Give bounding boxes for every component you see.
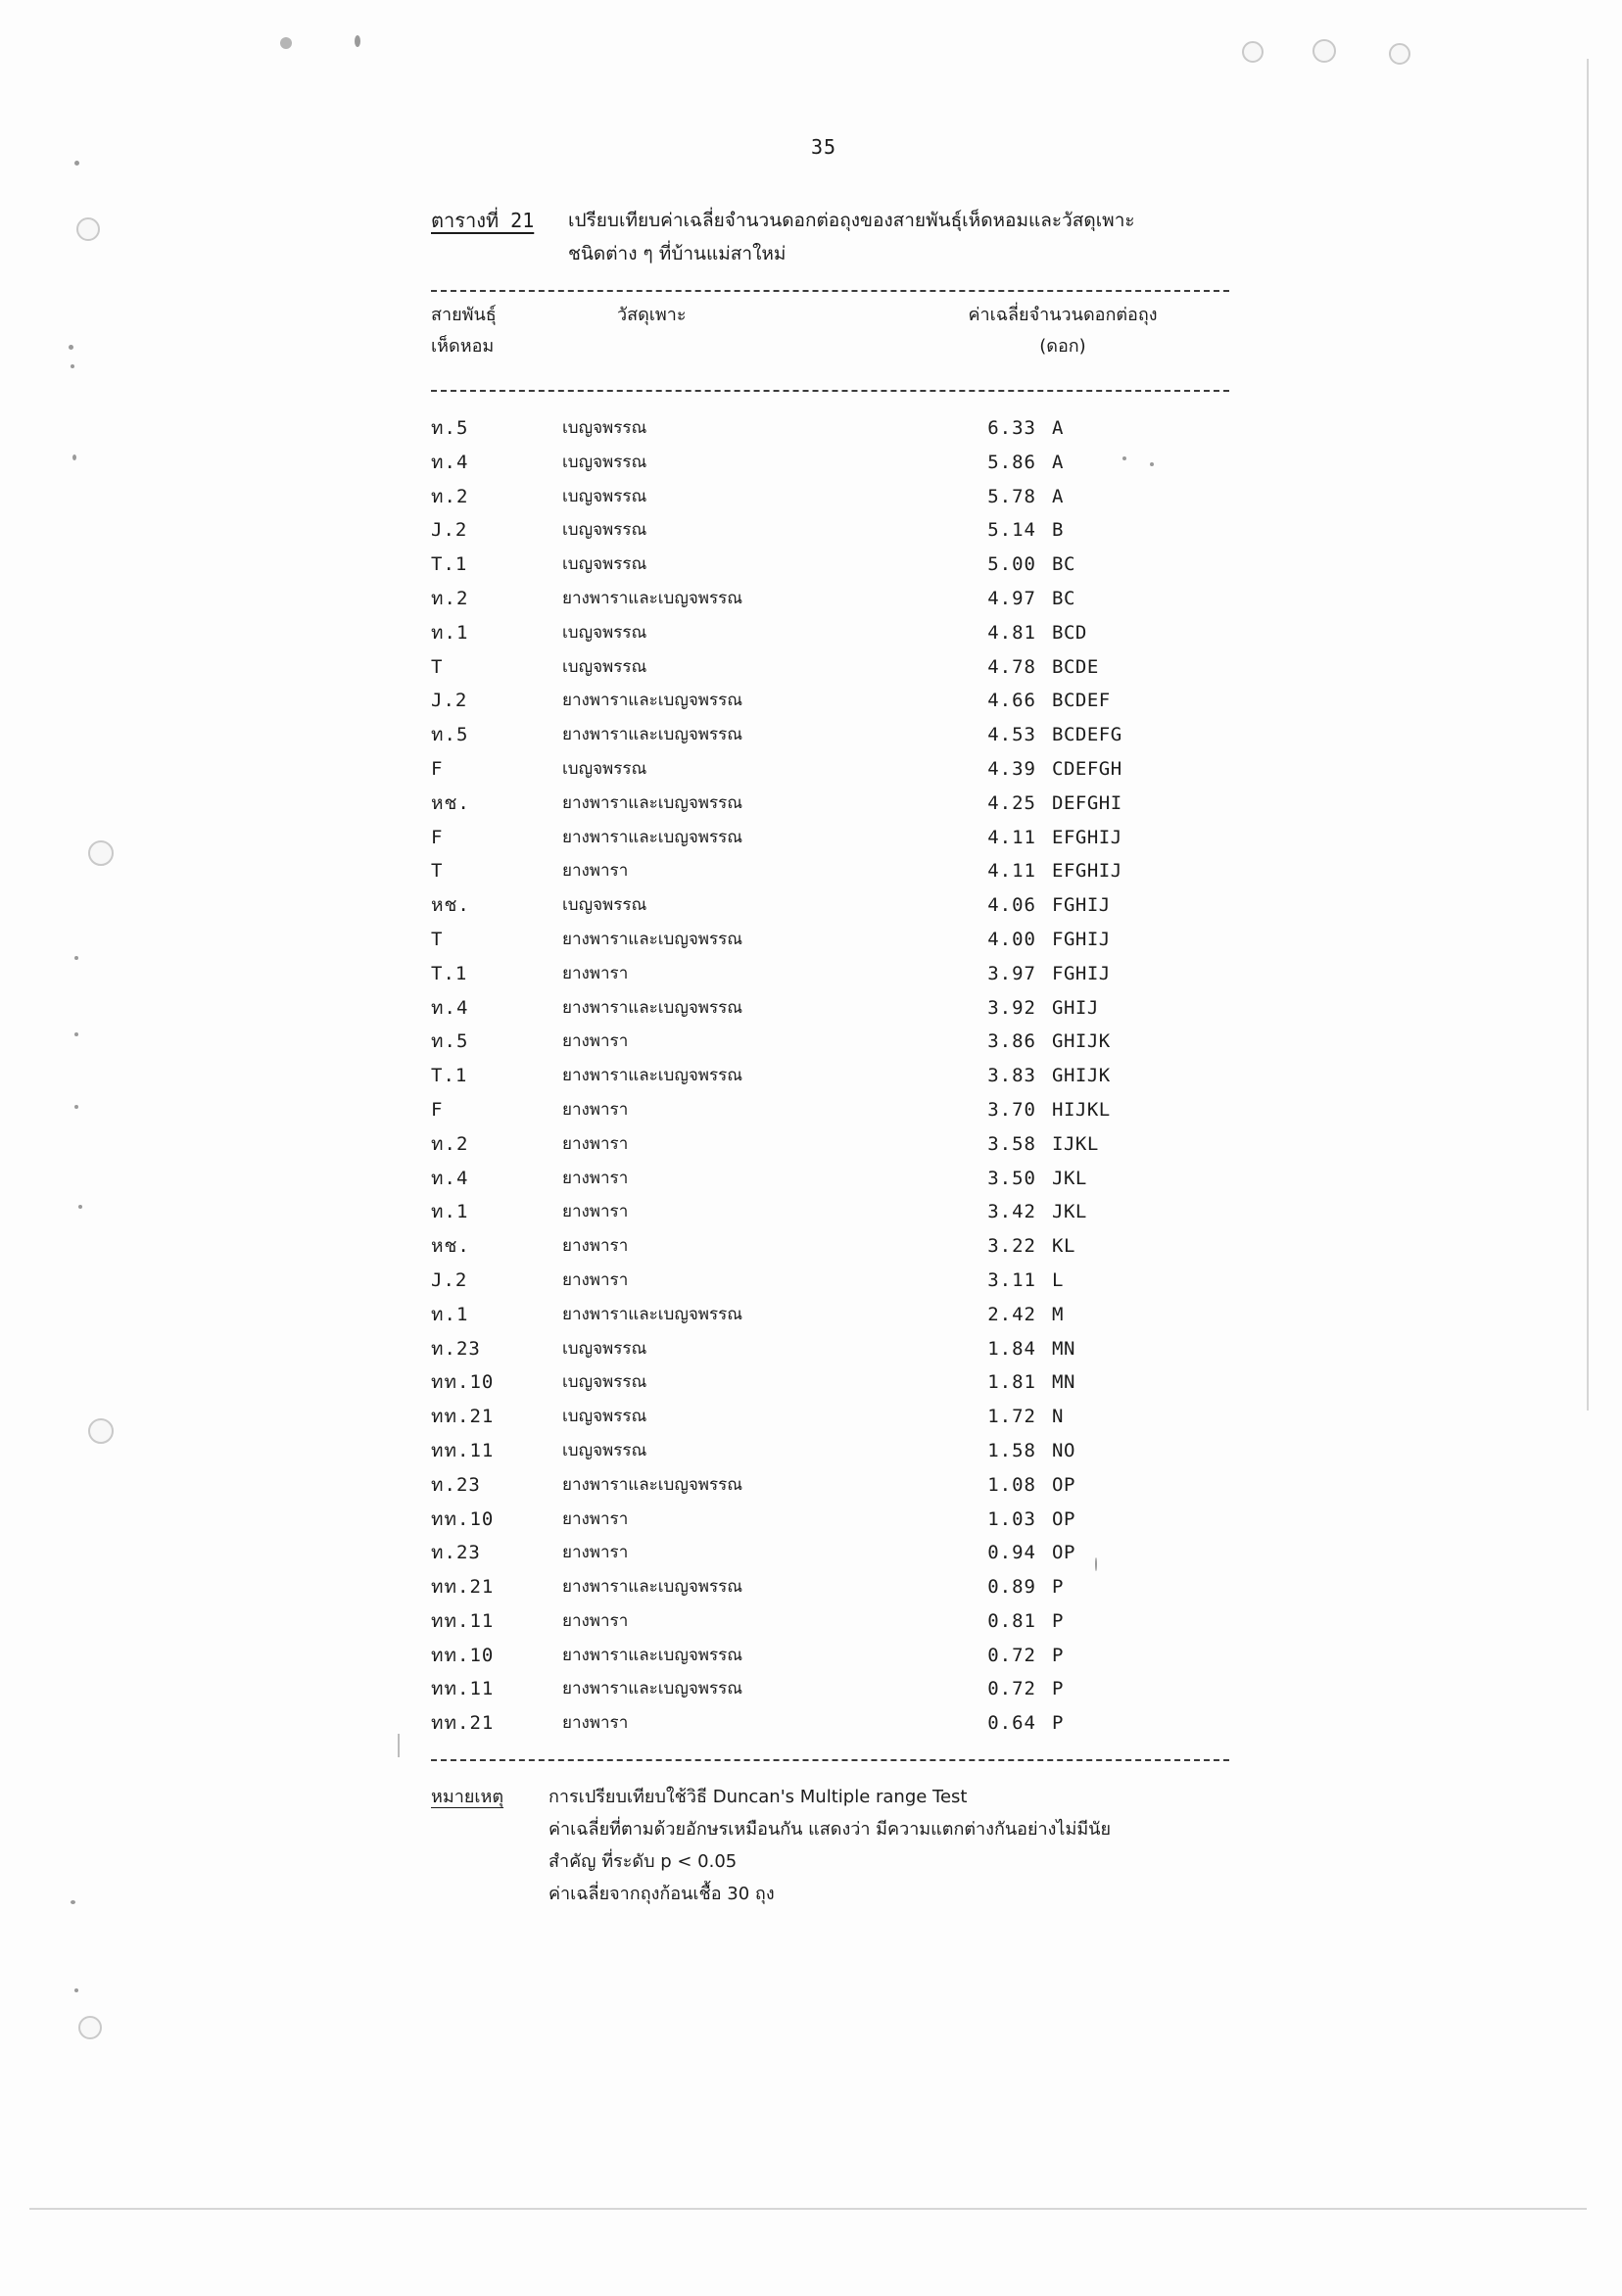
cell-mean: 3.83 <box>987 1065 1036 1087</box>
cell-mean: 1.81 <box>987 1371 1036 1394</box>
cell-mean: 3.11 <box>987 1268 1036 1291</box>
cell-group: GHIJ <box>1052 996 1099 1019</box>
table-header <box>431 300 1229 368</box>
cell-strain: T.1 <box>431 553 468 576</box>
table-row <box>431 1332 1229 1366</box>
cell-substrate: ยางพาราและเบญจพรรณ <box>562 1474 743 1495</box>
punch-hole-mark <box>76 217 100 241</box>
cell-group: L <box>1052 1268 1064 1291</box>
cell-mean: 3.86 <box>987 1030 1036 1053</box>
page-number: 35 <box>811 135 837 159</box>
cell-strain: ท.1 <box>431 621 469 644</box>
cell-substrate: ยางพาราและเบญจพรรณ <box>562 827 743 847</box>
cell-group: BCDEFG <box>1052 724 1122 746</box>
scan-speck <box>74 1032 78 1036</box>
table-row <box>431 718 1229 752</box>
cell-strain: ทท.21 <box>431 1576 495 1599</box>
cell-group: P <box>1052 1712 1064 1735</box>
cell-substrate: ยางพารา <box>562 963 629 983</box>
header-strain-line: เห็ดหอม <box>431 336 495 357</box>
cell-strain: ท.1 <box>431 1201 469 1223</box>
cell-mean: 0.81 <box>987 1609 1036 1632</box>
cell-group: EFGHIJ <box>1052 860 1122 883</box>
table-row <box>431 650 1229 685</box>
table-row <box>431 1365 1229 1400</box>
cell-group: MN <box>1052 1371 1075 1394</box>
punch-hole-mark <box>1312 39 1336 63</box>
table-row <box>431 1195 1229 1229</box>
table-label: ตารางที่ 21 <box>431 209 535 232</box>
table-body <box>431 411 1229 1741</box>
cell-group: P <box>1052 1609 1064 1632</box>
cell-strain: T.1 <box>431 962 468 984</box>
scan-speck <box>74 1988 78 1992</box>
cell-group: JKL <box>1052 1167 1087 1189</box>
cell-mean: 2.42 <box>987 1303 1036 1325</box>
table-row <box>431 888 1229 923</box>
scan-speck <box>71 364 74 368</box>
cell-substrate: ยางพารา <box>562 1610 629 1631</box>
scan-speck <box>74 956 78 960</box>
cell-group: FGHIJ <box>1052 962 1111 984</box>
scan-edge-line <box>1587 59 1589 1411</box>
table-row <box>431 582 1229 616</box>
table-row <box>431 1229 1229 1264</box>
table-title-line: ชนิดต่าง ๆ ที่บ้านแม่สาใหม่ <box>568 243 787 264</box>
cell-strain: ท.5 <box>431 417 469 439</box>
cell-mean: 4.81 <box>987 621 1036 644</box>
cell-strain: ทท.10 <box>431 1507 495 1530</box>
cell-mean: 4.25 <box>987 791 1036 814</box>
header-mean <box>896 300 1229 362</box>
table-row <box>431 1468 1229 1503</box>
scan-speck <box>74 161 79 166</box>
cell-group: BCD <box>1052 621 1087 644</box>
table-bottom-rule <box>431 1759 1229 1761</box>
cell-group: EFGHIJ <box>1052 826 1122 848</box>
scan-speck <box>72 454 76 460</box>
cell-mean: 5.78 <box>987 485 1036 507</box>
cell-group: A <box>1052 451 1064 473</box>
cell-strain: J.2 <box>431 1268 468 1291</box>
table-row <box>431 957 1229 991</box>
cell-substrate: ยางพาราและเบญจพรรณ <box>562 929 743 949</box>
header-substrate-label: วัสดุเพาะ <box>617 305 687 325</box>
cell-substrate: เบญจพรรณ <box>562 486 647 506</box>
cell-mean: 1.58 <box>987 1439 1036 1461</box>
cell-strain: T <box>431 928 444 950</box>
cell-strain: F <box>431 757 444 780</box>
header-strain <box>431 300 539 362</box>
cell-strain: ท.4 <box>431 996 469 1019</box>
cell-mean: 0.94 <box>987 1542 1036 1564</box>
cell-substrate: ยางพารา <box>562 861 629 882</box>
cell-strain: ทท.21 <box>431 1406 495 1428</box>
cell-strain: ท.4 <box>431 1167 469 1189</box>
cell-substrate: ยางพารา <box>562 1168 629 1188</box>
cell-strain: ท.23 <box>431 1337 481 1360</box>
scan-edge-line <box>398 1734 400 1757</box>
cell-substrate: เบญจพรรณ <box>562 1372 647 1393</box>
cell-mean: 5.14 <box>987 519 1036 542</box>
table-row <box>431 1400 1229 1434</box>
cell-mean: 5.00 <box>987 553 1036 576</box>
scan-speck <box>69 345 73 350</box>
cell-mean: 0.72 <box>987 1644 1036 1666</box>
table-row <box>431 1503 1229 1537</box>
cell-strain: หช. <box>431 791 470 814</box>
cell-mean: 4.97 <box>987 587 1036 609</box>
cell-mean: 3.50 <box>987 1167 1036 1189</box>
cell-mean: 4.11 <box>987 860 1036 883</box>
table-row <box>431 1298 1229 1332</box>
table-title-line: เปรียบเทียบค่าเฉลี่ยจำนวนดอกต่อถุงของสายพันธุ์เห็ดหอมและวัสดุเพาะ <box>568 210 1135 231</box>
cell-group: GHIJK <box>1052 1030 1111 1053</box>
cell-strain: F <box>431 1098 444 1121</box>
cell-strain: ทท.21 <box>431 1712 495 1735</box>
table-row <box>431 513 1229 548</box>
table-row <box>431 1162 1229 1196</box>
cell-substrate: ยางพาราและเบญจพรรณ <box>562 1645 743 1665</box>
cell-substrate: ยางพารา <box>562 1508 629 1529</box>
cell-substrate: ยางพารา <box>562 1236 629 1257</box>
cell-substrate: เบญจพรรณ <box>562 520 647 541</box>
cell-group: JKL <box>1052 1201 1087 1223</box>
cell-mean: 3.22 <box>987 1235 1036 1258</box>
table-row <box>431 854 1229 888</box>
cell-group: NO <box>1052 1439 1075 1461</box>
cell-strain: ท.5 <box>431 1030 469 1053</box>
cell-group: BC <box>1052 587 1075 609</box>
cell-strain: J.2 <box>431 519 468 542</box>
table-row <box>431 1706 1229 1741</box>
cell-strain: หช. <box>431 894 470 917</box>
scan-speck <box>280 37 292 49</box>
cell-strain: ท.23 <box>431 1473 481 1496</box>
note-label: หมายเหตุ <box>431 1787 504 1807</box>
table-row <box>431 923 1229 957</box>
cell-strain: ทท.10 <box>431 1371 495 1394</box>
table-row <box>431 821 1229 855</box>
cell-substrate: เบญจพรรณ <box>562 418 647 438</box>
cell-group: FGHIJ <box>1052 894 1111 917</box>
cell-mean: 0.89 <box>987 1576 1036 1599</box>
scan-speck <box>78 1205 82 1209</box>
scan-speck <box>355 35 360 47</box>
cell-group: IJKL <box>1052 1132 1099 1155</box>
cell-group: KL <box>1052 1235 1075 1258</box>
table-row <box>431 1672 1229 1706</box>
cell-substrate: ยางพาราและเบญจพรรณ <box>562 588 743 608</box>
cell-substrate: เบญจพรรณ <box>562 452 647 472</box>
cell-strain: ท.4 <box>431 451 469 473</box>
cell-strain: ท.2 <box>431 1132 469 1155</box>
cell-mean: 4.53 <box>987 724 1036 746</box>
cell-mean: 3.42 <box>987 1201 1036 1223</box>
cell-strain: F <box>431 826 444 848</box>
cell-mean: 3.58 <box>987 1132 1036 1155</box>
cell-substrate: เบญจพรรณ <box>562 622 647 643</box>
cell-strain: T.1 <box>431 1065 468 1087</box>
cell-strain: ท.23 <box>431 1542 481 1564</box>
cell-group: N <box>1052 1406 1064 1428</box>
table-row <box>431 1059 1229 1093</box>
cell-mean: 4.11 <box>987 826 1036 848</box>
cell-group: M <box>1052 1303 1064 1325</box>
cell-mean: 1.72 <box>987 1406 1036 1428</box>
cell-substrate: ยางพารา <box>562 1202 629 1222</box>
table-row <box>431 548 1229 582</box>
table-row <box>431 1639 1229 1673</box>
cell-mean: 1.08 <box>987 1473 1036 1496</box>
cell-group: OP <box>1052 1542 1075 1564</box>
cell-group: P <box>1052 1644 1064 1666</box>
cell-mean: 5.86 <box>987 451 1036 473</box>
punch-hole-mark <box>78 2016 102 2039</box>
cell-group: BCDE <box>1052 655 1099 678</box>
cell-group: A <box>1052 417 1064 439</box>
cell-mean: 6.33 <box>987 417 1036 439</box>
cell-group: OP <box>1052 1507 1075 1530</box>
cell-substrate: เบญจพรรณ <box>562 656 647 677</box>
cell-mean: 3.92 <box>987 996 1036 1019</box>
cell-substrate: ยางพาราและเบญจพรรณ <box>562 997 743 1018</box>
table-row <box>431 684 1229 718</box>
table-top-rule <box>431 290 1229 292</box>
table-row <box>431 446 1229 480</box>
cell-mean: 4.66 <box>987 690 1036 712</box>
table-row <box>431 480 1229 514</box>
table-row <box>431 1025 1229 1059</box>
cell-group: GHIJK <box>1052 1065 1111 1087</box>
cell-strain: ทท.11 <box>431 1609 495 1632</box>
cell-substrate: ยางพาราและเบญจพรรณ <box>562 1679 743 1699</box>
punch-hole-mark <box>88 1418 114 1444</box>
scan-speck <box>71 1900 75 1904</box>
header-mean-line: (ดอก) <box>1039 336 1086 357</box>
note-line: สำคัญ ที่ระดับ p < 0.05 <box>549 1851 738 1872</box>
table-row <box>431 1434 1229 1468</box>
cell-substrate: ยางพาราและเบญจพรรณ <box>562 1066 743 1086</box>
table-row <box>431 787 1229 821</box>
scan-edge-line <box>29 2208 1587 2210</box>
cell-mean: 3.70 <box>987 1098 1036 1121</box>
cell-substrate: เบญจพรรณ <box>562 1407 647 1427</box>
header-strain-line: สายพันธุ์ <box>431 305 497 325</box>
cell-strain: ท.2 <box>431 485 469 507</box>
cell-strain: T <box>431 655 444 678</box>
punch-hole-mark <box>1242 41 1264 63</box>
cell-mean: 3.97 <box>987 962 1036 984</box>
cell-substrate: เบญจพรรณ <box>562 1440 647 1460</box>
cell-mean: 0.72 <box>987 1678 1036 1700</box>
cell-substrate: ยางพาราและเบญจพรรณ <box>562 1577 743 1598</box>
cell-mean: 4.00 <box>987 928 1036 950</box>
punch-hole-mark <box>1389 43 1410 65</box>
cell-group: CDEFGH <box>1052 757 1122 780</box>
cell-substrate: ยางพาราและเบญจพรรณ <box>562 725 743 745</box>
note-line: ค่าเฉลี่ยที่ตามด้วยอักษรเหมือนกัน แสดงว่า มีความแตกต่างกันอย่างไม่มีนัย <box>549 1819 1112 1840</box>
cell-strain: T <box>431 860 444 883</box>
note-body <box>549 1781 1234 1910</box>
cell-mean: 0.64 <box>987 1712 1036 1735</box>
cell-substrate: ยางพารา <box>562 1099 629 1120</box>
cell-group: FGHIJ <box>1052 928 1111 950</box>
table-row <box>431 411 1229 446</box>
header-substrate <box>617 300 813 331</box>
scan-speck <box>74 1105 78 1109</box>
cell-group: B <box>1052 519 1064 542</box>
cell-mean: 4.78 <box>987 655 1036 678</box>
cell-strain: หช. <box>431 1235 470 1258</box>
cell-group: A <box>1052 485 1064 507</box>
cell-strain: ท.5 <box>431 724 469 746</box>
note-line: การเปรียบเทียบใช้วิธี Duncan's Multiple range Test <box>549 1787 968 1807</box>
cell-substrate: เบญจพรรณ <box>562 554 647 575</box>
table-row <box>431 1570 1229 1604</box>
cell-mean: 4.06 <box>987 894 1036 917</box>
cell-substrate: เบญจพรรณ <box>562 1338 647 1359</box>
cell-substrate: ยางพารา <box>562 1543 629 1563</box>
cell-substrate: ยางพารา <box>562 1031 629 1052</box>
table-row <box>431 616 1229 650</box>
note-line: ค่าเฉลี่ยจากถุงก้อนเชื้อ 30 ถุง <box>549 1884 775 1904</box>
header-mean-line: ค่าเฉลี่ยจำนวนดอกต่อถุง <box>968 305 1158 325</box>
table-row <box>431 1264 1229 1298</box>
table-header-rule <box>431 390 1229 392</box>
cell-substrate: ยางพาราและเบญจพรรณ <box>562 792 743 813</box>
cell-strain: ทท.11 <box>431 1439 495 1461</box>
table-title <box>568 204 1234 270</box>
cell-substrate: ยางพาราและเบญจพรรณ <box>562 1304 743 1324</box>
table-row <box>431 1604 1229 1639</box>
cell-strain: ท.1 <box>431 1303 469 1325</box>
cell-group: OP <box>1052 1473 1075 1496</box>
cell-strain: ทท.11 <box>431 1678 495 1700</box>
cell-mean: 4.39 <box>987 757 1036 780</box>
cell-substrate: เบญจพรรณ <box>562 895 647 916</box>
cell-substrate: ยางพารา <box>562 1133 629 1154</box>
cell-substrate: ยางพาราและเบญจพรรณ <box>562 691 743 711</box>
cell-strain: ท.2 <box>431 587 469 609</box>
table-row <box>431 1127 1229 1162</box>
cell-strain: ทท.10 <box>431 1644 495 1666</box>
table-row <box>431 752 1229 787</box>
table-row <box>431 991 1229 1026</box>
cell-group: DEFGHI <box>1052 791 1122 814</box>
table-row <box>431 1093 1229 1127</box>
cell-mean: 1.03 <box>987 1507 1036 1530</box>
cell-strain: J.2 <box>431 690 468 712</box>
cell-group: BC <box>1052 553 1075 576</box>
cell-group: P <box>1052 1576 1064 1599</box>
cell-substrate: เบญจพรรณ <box>562 758 647 779</box>
punch-hole-mark <box>88 840 114 866</box>
cell-group: HIJKL <box>1052 1098 1111 1121</box>
cell-group: BCDEF <box>1052 690 1111 712</box>
cell-substrate: ยางพารา <box>562 1269 629 1290</box>
cell-mean: 1.84 <box>987 1337 1036 1360</box>
cell-substrate: ยางพารา <box>562 1713 629 1734</box>
cell-group: P <box>1052 1678 1064 1700</box>
cell-group: MN <box>1052 1337 1075 1360</box>
table-row <box>431 1536 1229 1570</box>
